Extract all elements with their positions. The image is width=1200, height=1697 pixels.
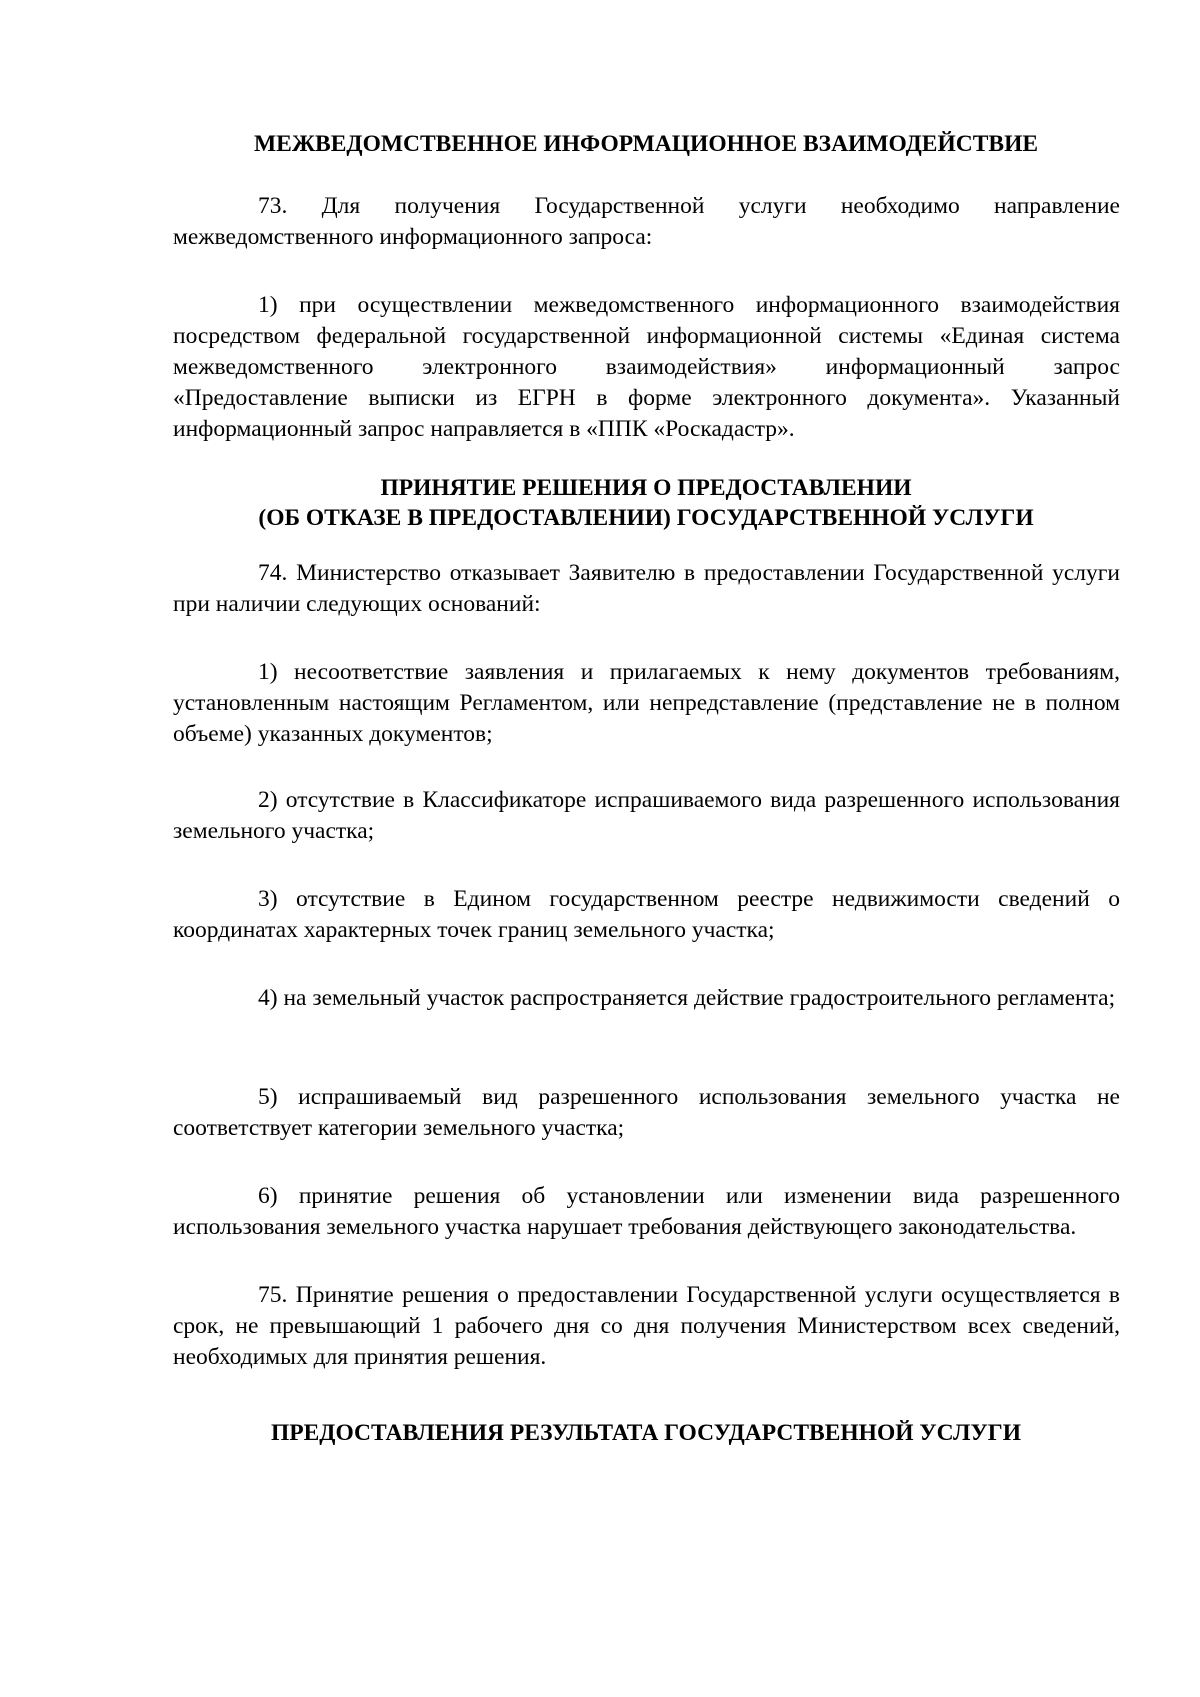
paragraph-74-item-2: 2) отсутствие в Классификаторе испрашиваемого вида разрешенного использования земельного участка; (173, 787, 1120, 844)
paragraph-74-item-5: 5) испрашиваемый вид разрешенного использования земельного участка не соответствует категории земельного участка; (173, 1084, 1120, 1141)
paragraph-74: 74. Министерство отказывает Заявителю в предоставлении Государственной услуги при наличии следующих оснований: (173, 560, 1120, 617)
section-heading-decision-line-1: ПРИНЯТИЕ РЕШЕНИЯ О ПРЕДОСТАВЛЕНИИ (380, 475, 912, 501)
section-heading-result: ПРЕДОСТАВЛЕНИЯ РЕЗУЛЬТАТА ГОСУДАРСТВЕННОЙ УСЛУГИ (270, 1420, 1022, 1446)
paragraph-73: 73. Для получения Государственной услуги необходимо направление межведомственного информационного запроса: (173, 193, 1120, 250)
section-heading-interagency: МЕЖВЕДОМСТВЕННОЕ ИНФОРМАЦИОННОЕ ВЗАИМОДЕЙСТВИЕ (253, 131, 1039, 157)
paragraph-74-item-4: 4) на земельный участок распространяется действие градостроительного регламента; (258, 985, 1116, 1011)
section-heading-decision-line-2: (ОБ ОТКАЗЕ В ПРЕДОСТАВЛЕНИИ) ГОСУДАРСТВЕННОЙ УСЛУГИ (258, 505, 1034, 531)
paragraph-73-item-1: 1) при осуществлении межведомственного информационного взаимодействия посредством федеральной государственной информационной системы «Единая система межведомственного электронного взаимодействия» информационный запрос «Предоставление выписки из ЕГРН в форме электронного документа». Указанный информационный запрос направляется в «ППК «Роскадастр». (173, 292, 1120, 442)
paragraph-74-item-1: 1) несоответствие заявления и прилагаемых к нему документов требованиям, установленным настоящим Регламентом, или непредставление (представление не в полном объеме) указанных документов; (173, 659, 1120, 747)
paragraph-74-item-3: 3) отсутствие в Едином государственном реестре недвижимости сведений о координатах характерных точек границ земельного участка; (173, 886, 1120, 943)
paragraph-75: 75. Принятие решения о предоставлении Государственной услуги осуществляется в срок, не превышающий 1 рабочего дня со дня получения Министерством всех сведений, необходимых для принятия решения. (173, 1282, 1120, 1370)
paragraph-74-item-6: 6) принятие решения об установлении или изменении вида разрешенного использования земельного участка нарушает требования действующего законодательства. (173, 1183, 1120, 1240)
